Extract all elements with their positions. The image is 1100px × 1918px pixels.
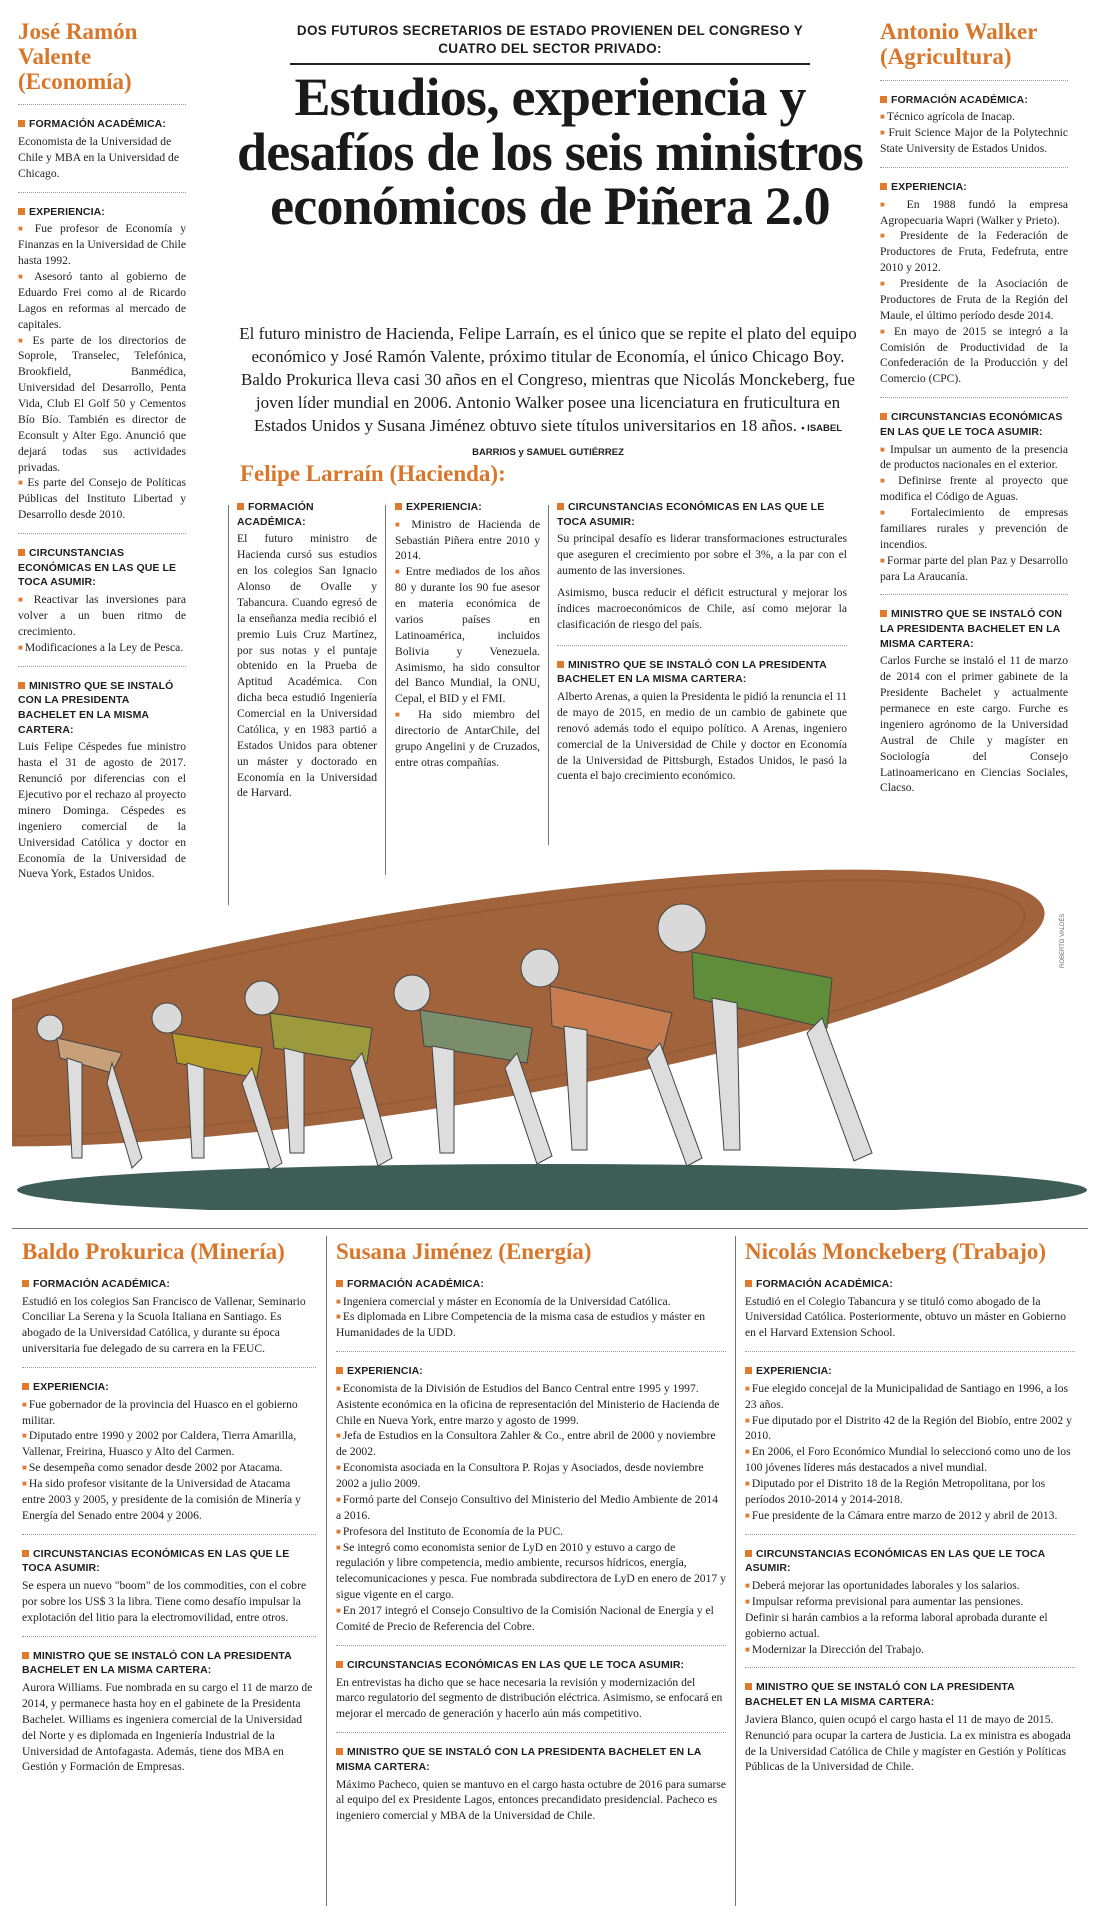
walker-name: Antonio Walker (Agricultura) bbox=[880, 19, 1037, 69]
larrain-exp-item: ■ Ministro de Hacienda de Sebastián Piñera entre 2010 y 2014. bbox=[395, 517, 540, 565]
walker-bachelet: Carlos Furche se instaló el 11 de marzo de 2014 con el primer gabinete de la Presidente Bachelet y actualmente permanece en este cargo. Furche es ingeniero agrónomo de la Universidad Austral de Chile y magíster en Sociología del Consejo Latinoamericano en Ciencias Sociales, Clacso. bbox=[880, 654, 1068, 795]
runners-illustration bbox=[12, 868, 1088, 1210]
prokurica-exp-item: ■ Fue gobernador de la provincia del Huasco en el gobierno militar. bbox=[22, 1397, 316, 1429]
monckeberg-circ-item: ■ Modernizar la Dirección del Trabajo. bbox=[745, 1642, 1075, 1658]
prokurica-formacion-heading: FORMACIÓN ACADÉMICA: bbox=[33, 1277, 170, 1290]
illustration-credit: ROBERTO VALDÉS bbox=[1060, 913, 1066, 968]
walker-circ-item: ■ Fortalecimiento de empresas familiares rurales y prevención de incendios. bbox=[880, 505, 1068, 553]
prokurica-exp-item: ■ Se desempeña como senador desde 2002 por Atacama. bbox=[22, 1460, 316, 1476]
walker-formacion-item: ■ Técnico agrícola de Inacap. bbox=[880, 109, 1068, 125]
monckeberg-exp-item: ■ Diputado por el Distrito 18 de la Región Metropolitana, por los períodos 2010-2014 y 2014-2018. bbox=[745, 1476, 1075, 1508]
valente-circ-heading: CIRCUNSTANCIAS ECONÓMICAS EN LAS QUE LE TOCA ASUMIR: bbox=[18, 547, 177, 589]
monckeberg-exp-item: ■ Fue presidente de la Cámara entre marzo de 2012 y abril de 2013. bbox=[745, 1508, 1075, 1524]
jimenez-exp-plain: Asistente económica en la oficina de representación del Ministerio de Hacienda de Chile en Nueva York, entre marzo y agosto de 1999. bbox=[336, 1397, 720, 1427]
monckeberg-formacion-heading: FORMACIÓN ACADÉMICA: bbox=[756, 1277, 893, 1290]
prokurica-bachelet-heading: MINISTRO QUE SE INSTALÓ CON LA PRESIDENTA BACHELET EN LA MISMA CARTERA: bbox=[22, 1649, 292, 1677]
larrain-circ-heading: CIRCUNSTANCIAS ECONÓMICAS EN LAS QUE LE TOCA ASUMIR: bbox=[557, 501, 825, 528]
walker-circ-item: ■ Definirse frente al proyecto que modifica el Código de Aguas. bbox=[880, 473, 1068, 505]
larrain-formacion-heading: FORMACIÓN ACADÉMICA: bbox=[237, 501, 314, 528]
monckeberg-circ-heading: CIRCUNSTANCIAS ECONÓMICAS EN LAS QUE LE TOCA ASUMIR: bbox=[745, 1547, 1045, 1575]
larrain-name: Felipe Larraín (Hacienda): bbox=[240, 461, 506, 486]
monckeberg-circ-item: ■ Deberá mejorar las oportunidades laborales y los salarios. bbox=[745, 1578, 1075, 1594]
monckeberg-exp-item: ■ Fue elegido concejal de la Municipalidad de Santiago en 1996, a los 23 años. bbox=[745, 1381, 1075, 1413]
jimenez-bachelet: Máximo Pacheco, quien se mantuvo en el cargo hasta octubre de 2016 para sumarse al equipo del ex Presidente Lagos, entonces precandidato presidencial. Pacheco es ingeniero comercial y MBA de la Universidad de Chile. bbox=[336, 1777, 726, 1823]
jimenez-exp-item: ■ En 2017 integró el Consejo Consultivo de la Comisión Nacional de Energía y el Comité de Precio de Referencia del Cobre. bbox=[336, 1603, 726, 1635]
walker-circ-item: ■ Impulsar un aumento de la presencia de productos nacionales en el exterior. bbox=[880, 442, 1068, 474]
jimenez-exp-item: ■ Economista asociada en la Consultora P. Rojas y Asociados, desde noviembre 2002 a julio 2009. bbox=[336, 1460, 726, 1492]
jimenez-exp-item: ■ Profesora del Instituto de Economía de la PUC. bbox=[336, 1524, 726, 1540]
larrain-exp-item: ■ Entre mediados de los años 80 y durante los 90 fue asesor en materia económica de varios países en Latinoamérica, incluidos Bolivia y Venezuela. Asimismo, ha sido consultor del Banco Mundial, la ONU, Cepal, el BID y el FMI. bbox=[395, 564, 540, 707]
monckeberg-circ-item: ■ Impulsar reforma previsional para aumentar las pensiones. bbox=[745, 1594, 1075, 1610]
monckeberg-bachelet-heading: MINISTRO QUE SE INSTALÓ CON LA PRESIDENTA BACHELET EN LA MISMA CARTERA: bbox=[745, 1681, 1015, 1709]
jimenez-experiencia-heading: EXPERIENCIA: bbox=[347, 1365, 423, 1378]
ground-shadow bbox=[17, 1164, 1087, 1210]
prokurica-column bbox=[22, 1240, 316, 1775]
jimenez-exp-item: ■ Se integró como economista senior de LyD en 2010 y estuvo a cargo de regulación y libre competencia, medio ambiente, recursos hídricos, energía, telecomunicaciones y pesca. Fue nombrada subdirectora de LyD en enero de 2017 y sigue vigente en el cargo. bbox=[336, 1540, 726, 1604]
prokurica-exp-item: ■ Ha sido profesor visitante de la Universidad de Atacama entre 2003 y 2005, y presidente de la comisión de Minería y Energía del Senado entre 2004 y 2006. bbox=[22, 1476, 316, 1524]
prokurica-bachelet: Aurora Williams. Fue nombrada en su cargo el 11 de marzo de 2014, y permanece hasta hoy en el gabinete de la Presidenta Bachelet. Williams es ingeniera comercial de la Universidad del Norte y es diplomada en Ingeniería Industrial de la Universidad de Antofagasta. Además, tiene dos MBA en Gestión y Formación de Empresas. bbox=[22, 1681, 313, 1774]
walker-exp-item: ■ Presidente de la Federación de Productores de Fruta, Fedefruta, entre 2010 y 2012. bbox=[880, 228, 1068, 276]
jimenez-formacion-heading: FORMACIÓN ACADÉMICA: bbox=[347, 1277, 484, 1290]
kicker-text: DOS FUTUROS SECRETARIOS DE ESTADO PROVIENEN DEL CONGRESO Y CUATRO DEL SECTOR PRIVADO: bbox=[296, 23, 804, 56]
larrain-bachelet-heading: MINISTRO QUE SE INSTALÓ CON LA PRESIDENTA BACHELET EN LA MISMA CARTERA: bbox=[557, 658, 827, 686]
larrain-exp-item: ■ Ha sido miembro del directorio de AntarChile, del grupo Angelini y de Cruzados, entre otras compañías. bbox=[395, 707, 540, 771]
walker-column bbox=[880, 20, 1068, 796]
valente-column bbox=[18, 20, 186, 882]
monckeberg-bachelet: Javiera Blanco, quien ocupó el cargo hasta el 11 de mayo de 2015. Renunció para ocupar la cartera de Justicia. La ex ministra es abogada de la Universidad Católica de Chile y magíster en Gestión y Políticas Públicas de la Universidad de Chile. bbox=[745, 1712, 1071, 1774]
monckeberg-column bbox=[745, 1240, 1075, 1775]
prokurica-formacion: Estudió en los colegios San Francisco de Vallenar, Seminario Conciliar La Serena y la Scuola Italiana en Santiago. Es abogado de la Universidad Católica, y durante su época universitaria fue delegado de su carrera en la FEUC. bbox=[22, 1294, 306, 1356]
prokurica-exp-item: ■ Diputado entre 1990 y 2002 por Caldera, Tierra Amarilla, Vallenar, Freirina, Huasco y Alto del Carmen. bbox=[22, 1428, 316, 1460]
valente-exp-item: ■ Es parte del Consejo de Políticas Públicas del Instituto Libertad y Desarrollo desde 2010. bbox=[18, 475, 186, 523]
walker-experiencia-heading: EXPERIENCIA: bbox=[891, 180, 967, 193]
monckeberg-experiencia-heading: EXPERIENCIA: bbox=[756, 1365, 832, 1378]
walker-circ-item: ■ Formar parte del plan Paz y Desarrollo para La Araucanía. bbox=[880, 553, 1068, 585]
jimenez-formacion-item: ■ Ingeniera comercial y máster en Economía de la Universidad Católica. bbox=[336, 1294, 726, 1310]
larrain-formacion-col bbox=[237, 500, 377, 801]
walker-formacion-heading: FORMACIÓN ACADÉMICA: bbox=[891, 93, 1028, 106]
jimenez-column bbox=[336, 1240, 726, 1824]
prokurica-name: Baldo Prokurica (Minería) bbox=[22, 1239, 285, 1264]
monckeberg-exp-item: ■ En 2006, el Foro Económico Mundial lo seleccionó como uno de los 100 jóvenes líderes más destacados a nivel mundial. bbox=[745, 1444, 1075, 1476]
valente-exp-item: ■ Asesoró tanto al gobierno de Eduardo Frei como al de Ricardo Lagos en reformas al mercado de capitales. bbox=[18, 269, 186, 333]
walker-exp-item: ■ En 1988 fundó la empresa Agropecuaria Wapri (Walker y Prieto). bbox=[880, 197, 1068, 229]
walker-exp-item: ■ Presidente de la Asociación de Productores de Fruta de la Región del Maule, el último período desde 2014. bbox=[880, 276, 1068, 324]
larrain-circ-2: Asimismo, busca reducir el déficit estructural y mejorar los índices macroeconómicos de Chile, así como mejorar la clasificación de riesgo del país. bbox=[557, 586, 847, 631]
valente-circ-item: ■ Modificaciones a la Ley de Pesca. bbox=[18, 640, 186, 656]
lead-paragraph bbox=[232, 322, 864, 461]
valente-name: José Ramón Valente (Economía) bbox=[18, 19, 138, 94]
valente-formacion-heading: FORMACIÓN ACADÉMICA: bbox=[29, 118, 166, 131]
headline: Estudios, experiencia y desafíos de los seis ministros económicos de Piñera 2.0 bbox=[236, 67, 864, 237]
monckeberg-formacion: Estudió en el Colegio Tabancura y se tituló como abogado de la Universidad Católica. Posteriormente, obtuvo un máster en Gobierno en el Harvard Extension School. bbox=[745, 1294, 1067, 1340]
lead-text: El futuro ministro de Hacienda, Felipe Larraín, es el único que se repite el plato del equipo económico y José Ramón Valente, próximo titular de Economía, el único Chicago Boy. Baldo Prokurica lleva casi 30 años en el Congreso, mientras que Nicolás Monckeberg, fue joven líder mundial en 2006. Antonio Walker posee una licenciatura en fruticultura en Estados Unidos y Susana Jiménez obtuvo siete títulos universitarios en 18 años. bbox=[239, 324, 857, 436]
valente-formacion: Economista de la Universidad de Chile y MBA en la Universidad de Chicago. bbox=[18, 135, 179, 180]
jimenez-bachelet-heading: MINISTRO QUE SE INSTALÓ CON LA PRESIDENTA BACHELET EN LA MISMA CARTERA: bbox=[336, 1746, 702, 1773]
prokurica-circ-heading: CIRCUNSTANCIAS ECONÓMICAS EN LAS QUE LE TOCA ASUMIR: bbox=[22, 1547, 290, 1575]
valente-exp-item: ■ Fue profesor de Economía y Finanzas en la Universidad de Chile hasta 1992. bbox=[18, 221, 186, 269]
larrain-bachelet: Alberto Arenas, a quien la Presidenta le pidió la renuncia el 11 de mayo de 2015, en medio de un cambio de gabinete que renovó además todo el equipo político. A Arenas, ingeniero comercial de la Universidad de Chile y doctor en Economía de la Universidad de Pittsburgh, Estados Unidos, le pasó la cuenta el bajo crecimiento económico. bbox=[557, 690, 847, 783]
valente-exp-item: ■ Es parte de los directorios de Soprole, Transelec, Telefónica, Brookfield, Banmédica, Universidad del Desarrollo, Penta Vida, Club El Golf 50 y Cementos Bío Bío. También es director de Econsult y Alter Ego. Anunció que dejará todas sus actividades privadas. bbox=[18, 333, 186, 476]
jimenez-exp-item: ■ Jefa de Estudios en la Consultora Zahler & Co., entre abril de 2000 y noviembre de 2002. bbox=[336, 1428, 726, 1460]
valente-bachelet-heading: MINISTRO QUE SE INSTALÓ CON LA PRESIDENTA BACHELET EN LA MISMA CARTERA: bbox=[18, 679, 174, 736]
monckeberg-circ-plain: Definir si harán cambios a la reforma laboral aprobada durante el gobierno actual. bbox=[745, 1610, 1048, 1640]
jimenez-circ-heading: CIRCUNSTANCIAS ECONÓMICAS EN LAS QUE LE TOCA ASUMIR: bbox=[347, 1658, 685, 1671]
monckeberg-name: Nicolás Monckeberg (Trabajo) bbox=[745, 1239, 1047, 1264]
larrain-circ-1: Su principal desafío es liderar transformaciones estructurales que aseguren el crecimiento por sobre el 3%, a la par con el aumento de las inversiones. bbox=[557, 532, 847, 578]
walker-circ-heading: CIRCUNSTANCIAS ECONÓMICAS EN LAS QUE LE TOCA ASUMIR: bbox=[880, 411, 1063, 438]
prokurica-experiencia-heading: EXPERIENCIA: bbox=[33, 1381, 109, 1394]
kicker bbox=[290, 22, 810, 65]
valente-experiencia-heading: EXPERIENCIA: bbox=[29, 205, 105, 218]
larrain-title bbox=[240, 462, 660, 487]
jimenez-exp-item: ■ Economista de la División de Estudios del Banco Central entre 1995 y 1997. bbox=[336, 1381, 726, 1397]
larrain-experiencia-col bbox=[395, 500, 540, 771]
larrain-circ-col bbox=[557, 500, 847, 784]
valente-circ-item: ■ Reactivar las inversiones para volver a un buen ritmo de crecimiento. bbox=[18, 592, 186, 640]
monckeberg-exp-item: ■ Fue diputado por el Distrito 42 de la Región del Biobío, entre 2002 y 2010. bbox=[745, 1413, 1075, 1445]
prokurica-circ: Se espera un nuevo "boom" de los commodities, con el cobre por sobre los US$ 3 la libra. Tiene como desafío impulsar la explotación del litio para la electromovilidad, entre otros. bbox=[22, 1579, 307, 1624]
walker-bachelet-heading: MINISTRO QUE SE INSTALÓ CON LA PRESIDENTA BACHELET EN LA MISMA CARTERA: bbox=[880, 608, 1063, 650]
walker-exp-item: ■ En mayo de 2015 se integró a la Comisión de Productividad de la Confederación de la Producción y del Comercio (CPC). bbox=[880, 324, 1068, 388]
valente-bachelet: Luis Felipe Céspedes fue ministro hasta el 31 de agosto de 2017. Renunció por diferencias con el Ejecutivo por el rechazo al proyecto minero Dominga. Céspedes es ingeniero comercial de la Universidad Católica y doctor en Economía de la Universidad de Nueva York, Estados Unidos. bbox=[18, 740, 186, 881]
walker-formacion-item: ■ Fruit Science Major de la Polytechnic State University de Estados Unidos. bbox=[880, 125, 1068, 157]
jimenez-circ: En entrevistas ha dicho que se hace necesaria la revisión y modernización del marco regulatorio del segmento de distribución eléctrica. Asimismo, se enfocará en mejorar el mercado de generación y hacerlo aún más competitivo. bbox=[336, 1675, 723, 1721]
byline: • ISABEL BARRIOS y SAMUEL GUTIÉRREZ bbox=[472, 423, 843, 458]
jimenez-name: Susana Jiménez (Energía) bbox=[336, 1239, 592, 1264]
larrain-experiencia-heading: EXPERIENCIA: bbox=[406, 501, 482, 513]
jimenez-formacion-item: ■ Es diplomada en Libre Competencia de la misma casa de estudios y máster en Humanidades de la UDD. bbox=[336, 1309, 726, 1341]
larrain-formacion: El futuro ministro de Hacienda cursó sus estudios en los colegios San Ignacio Alonso de Ovalle y Tabancura. Cuando egresó de la enseñanza media recibió el premio Luis Cruz Martínez, por sus notas y el puntaje obtenido en la Prueba de Aptitud Académica. Con dicha beca estudió Ingeniería Comercial en la Universidad Católica, y en 1983 partió a Estados Unidos para obtener un máster y doctorado en Economía en la Universidad de Harvard. bbox=[237, 532, 377, 800]
jimenez-exp-item: ■ Formó parte del Consejo Consultivo del Ministerio del Medio Ambiente de 2014 a 2016. bbox=[336, 1492, 726, 1524]
